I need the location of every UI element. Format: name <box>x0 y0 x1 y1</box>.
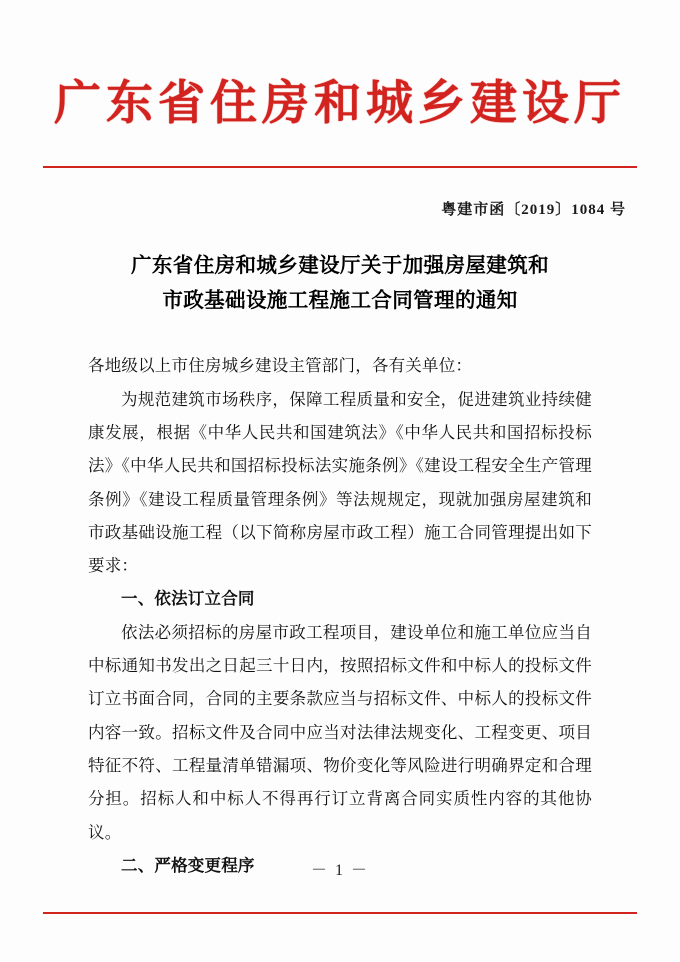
document-title-line-1: 广东省住房和城乡建设厅关于加强房屋建筑和 <box>131 254 549 277</box>
page-number: － 1 － <box>310 862 369 879</box>
document-title <box>70 249 610 320</box>
document-title-line-2: 市政基础设施工程施工合同管理的通知 <box>162 289 518 312</box>
section-heading-one: 一、依法订立合同 <box>121 589 255 609</box>
footer-divider <box>43 912 637 914</box>
paragraph-salutation: 各地级以上市住房城乡建设主管部门，各有关单位： <box>88 356 473 376</box>
paragraph-preamble: 为规范建筑市场秩序，保障工程质量和安全，促进建筑业持续健康发展，根据《中华人民共和国建筑法》《中华人民共和国招标投标法》《中华人民共和国招标投标法实施条例》《建设工程安全生产管理条例》《建设工程质量管理条例》等法规规定，现就加强房屋建筑和市政基础设施工程（以下简称房屋市政工程）施工合同管理提出如下要求： <box>88 389 592 576</box>
letterhead-divider-top <box>43 166 637 168</box>
letterhead <box>0 0 680 130</box>
paragraph-section-one-body: 依法必须招标的房屋市政工程项目，建设单位和施工单位应当自中标通知书发出之日起三十日内，按照招标文件和中标人的投标文件订立书面合同，合同的主要条款应当与招标文件、中标人的投标文件内容一致。招标文件及合同中应当对法律法规变化、工程变更、项目特征不符、工程量清单错漏项、物价变化等风险进行明确界定和合理分担。招标人和中标人不得再行订立背离合同实质性内容的其他协议。 <box>88 622 592 842</box>
section-heading-two: 二、严格变更程序 <box>121 856 255 876</box>
issuing-organization-title: 广东省住房和城乡建设厅 <box>54 76 626 131</box>
document-number: 粤建市函〔2019〕1084 号 <box>441 201 626 218</box>
document-body <box>88 349 592 882</box>
